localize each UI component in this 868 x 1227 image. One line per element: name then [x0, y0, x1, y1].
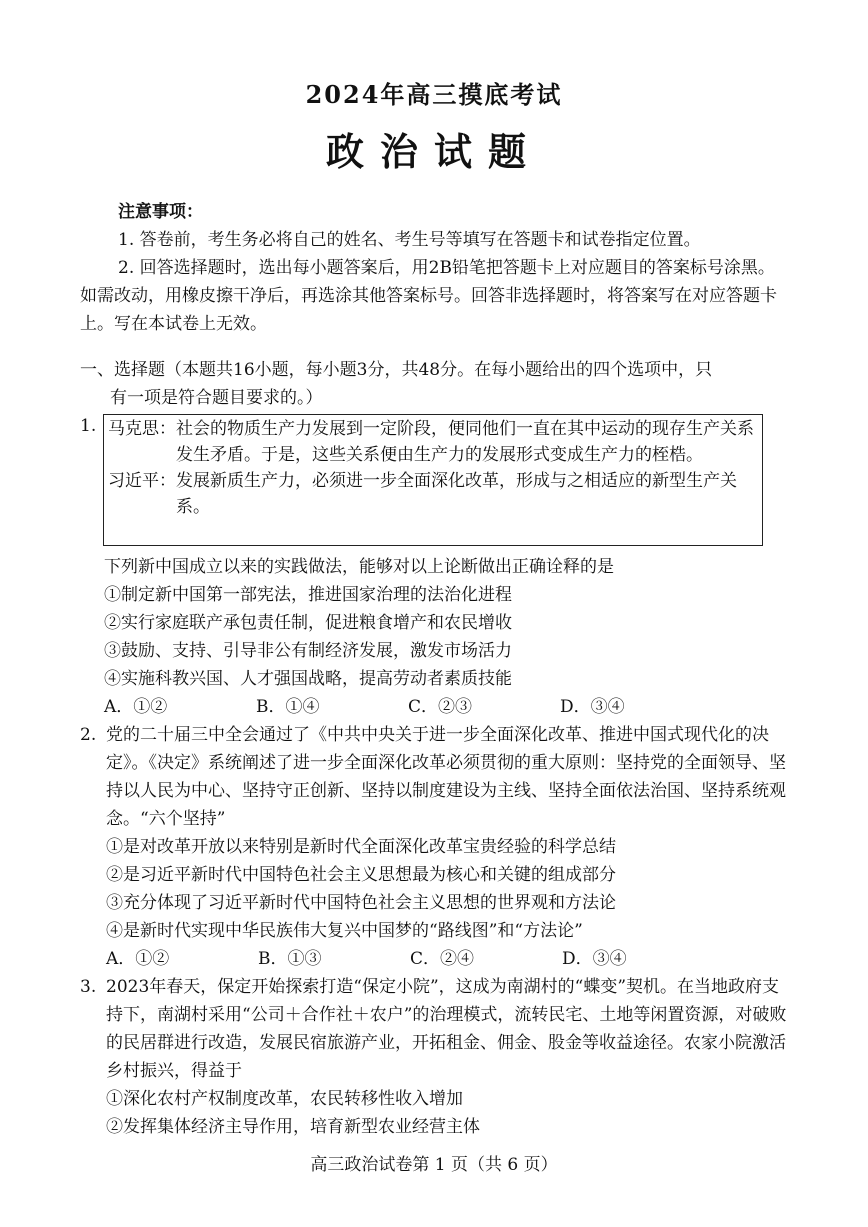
- section-title-cont: 有一项是符合题目要求的。）: [110, 388, 323, 408]
- question-stem: 2023年春天，保定开始探索打造“保定小院”，这成为南湖村的“蝶变”契机。在当地政府支持下，南湖村采用“公司＋合作社＋农户”的治理模式，流转民宅、土地等闲置资源，对破败的民居群进行改造，发展民宿旅游产业，开拓租金、佣金、股金等收益途径。农家小院激活乡村振兴，得益于: [106, 977, 787, 1081]
- statement-1: ①深化农村产权制度改革，农民转移性收入增加: [106, 1089, 463, 1109]
- answer-choices: [80, 945, 790, 973]
- question-number-3: 3.: [80, 977, 97, 997]
- question-2-stem-row: [80, 721, 790, 833]
- quote-speaker: 习近平：: [108, 471, 176, 491]
- question-number-1: 1.: [80, 416, 97, 436]
- choice-a: A．①②: [106, 949, 170, 969]
- answer-choices: [104, 693, 794, 721]
- question-3-stem-row: [80, 973, 790, 1085]
- quote-text: 社会的物质生产力发展到一定阶段，便同他们一直在其中运动的现存生产关系发生矛盾。于是，这些关系便由生产力的发展形式变成生产力的桎梏。: [176, 419, 754, 465]
- statement-3: ③充分体现了习近平新时代中国特色社会主义思想的世界观和方法论: [106, 893, 616, 913]
- section-title: 一、选择题（本题共16小题，每小题3分，共48分。在每小题给出的四个选项中，只: [80, 360, 713, 380]
- choice-d: D．③④: [562, 949, 627, 969]
- choice-a: A．①②: [104, 697, 168, 717]
- page-footer: 高三政治试卷第 1 页（共 6 页）: [310, 1155, 558, 1175]
- notice-section: [80, 198, 790, 338]
- statement-4: ④实施科教兴国、人才强国战略，提高劳动者素质技能: [104, 669, 512, 689]
- quote-xi: [108, 468, 758, 520]
- question-2: [80, 721, 790, 973]
- question-stem: 党的二十届三中全会通过了《中共中央关于进一步全面深化改革、推进中国式现代化的决定》。《决定》系统阐述了进一步全面深化改革必须贯彻的重大原则：坚持党的全面领导、坚持以人民为中心、坚持守正创新、坚持以制度建设为主线、坚持全面依法治国、坚持系统观念。“六个坚持”: [106, 725, 786, 829]
- question-stem: 下列新中国成立以来的实践做法，能够对以上论断做出正确诠释的是: [104, 557, 614, 577]
- choice-c: C．②③: [408, 697, 473, 717]
- statement-1: ①制定新中国第一部宪法，推进国家治理的法治化进程: [104, 585, 512, 605]
- statement-2: ②是习近平新时代中国特色社会主义思想最为核心和关键的组成部分: [106, 865, 616, 885]
- quote-marx: [108, 416, 758, 468]
- choice-b: B．①③: [258, 949, 322, 969]
- question-number-2: 2.: [80, 725, 97, 745]
- quote-text: 发展新质生产力，必须进一步全面深化改革，形成与之相适应的新型生产关系。: [176, 471, 737, 517]
- statement-1: ①是对改革开放以来特别是新时代全面深化改革宝贵经验的科学总结: [106, 837, 616, 857]
- notice-heading: 注意事项：: [118, 202, 203, 222]
- notice-item-2: 2. 回答选择题时，选出每小题答案后，用2B铅笔把答题卡上对应题目的答案标号涂黑。如需改动，用橡皮擦干净后，再选涂其他答案标号。回答非选择题时，将答案写在对应答题卡上。写在本试卷上无效。: [80, 258, 777, 334]
- question-3: [80, 973, 790, 1141]
- question-1-body: [104, 553, 794, 721]
- statement-3: ③鼓励、支持、引导非公有制经济发展，激发市场活力: [104, 641, 512, 661]
- statement-2: ②实行家庭联产承包责任制，促进粮食增产和农民增收: [104, 613, 512, 633]
- choice-b: B．①④: [256, 697, 320, 717]
- choice-d: D．③④: [560, 697, 625, 717]
- statement-4: ④是新时代实现中华民族伟大复兴中国梦的“路线图”和“方法论”: [106, 921, 583, 941]
- section-heading: [80, 356, 790, 412]
- exam-title: 2024年高三摸底考试: [305, 80, 563, 109]
- subject-title: 政治试题: [325, 129, 542, 174]
- statement-2: ②发挥集体经济主导作用，培育新型农业经营主体: [106, 1117, 480, 1137]
- choice-c: C．②④: [410, 949, 475, 969]
- quote-speaker: 马克思：: [108, 419, 176, 439]
- notice-item-1: 1. 答卷前，考生务必将自己的姓名、考生号等填写在答题卡和试卷指定位置。: [118, 230, 701, 250]
- quote-box: [103, 414, 763, 546]
